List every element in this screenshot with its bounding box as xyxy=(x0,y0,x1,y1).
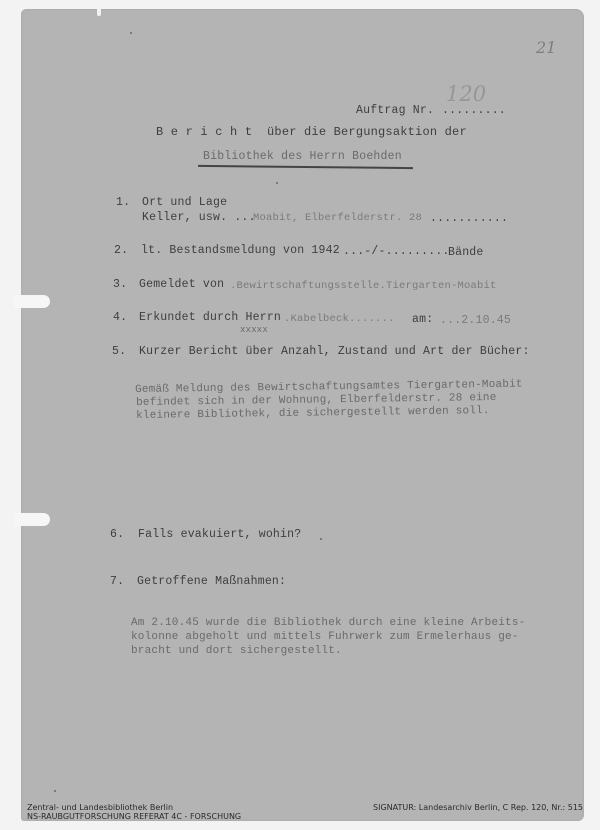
order-dots: ......... xyxy=(442,104,506,117)
item-suffix-2: Bände xyxy=(448,246,484,259)
report-title: B e r i c h t über die Bergungsaktion der xyxy=(156,125,467,139)
item-value-2: ...-/-......... xyxy=(343,245,450,258)
paper-speck xyxy=(276,182,278,184)
item-label-1: Ort und Lage xyxy=(142,196,228,209)
item-number-4: 4. xyxy=(113,311,128,324)
item-number-2: 2. xyxy=(114,244,129,257)
item-body-5-line1: Gemäß Meldung des Bewirtschaftungsamtes Tiergarten-Moabit xyxy=(135,378,523,396)
item-label-7: Getroffene Maßnahmen: xyxy=(137,575,287,588)
item-label-6: Falls evakuiert, wohin? xyxy=(138,528,302,541)
paper-speck xyxy=(130,32,132,34)
item-trail-1: ........... xyxy=(430,212,509,225)
order-label: Auftrag Nr. xyxy=(356,104,435,117)
item-body-7-line3: bracht und dort sichergestellt. xyxy=(131,645,342,657)
item-value-3: .Bewirtschaftungsstelle.Tiergarten-Moabit xyxy=(230,280,497,292)
item-body-7-line2: kolonne abgeholt und mittels Fuhrwerk zum Ermelerhaus ge- xyxy=(131,631,519,643)
item-number-7: 7. xyxy=(110,575,125,588)
punch-hole-top xyxy=(14,295,50,308)
footer-signature: SIGNATUR: Landesarchiv Berlin, C Rep. 120, Nr.: 515 xyxy=(373,803,584,812)
item-value-1: Moabit, Elberfelderstr. 28 xyxy=(253,212,423,224)
item-strike-4: xxxxx xyxy=(240,325,269,335)
item-number-3: 3. xyxy=(113,278,128,291)
page-number-handwritten: 21 xyxy=(536,38,557,57)
item-number-5: 5. xyxy=(112,345,127,358)
paper-speck xyxy=(54,790,56,792)
page-notch xyxy=(97,9,101,16)
item-body-5-line3: kleinere Bibliothek, die sichergestellt werden soll. xyxy=(136,405,490,422)
order-number-handwritten: 120 xyxy=(446,82,487,106)
punch-hole-bottom xyxy=(14,513,50,526)
item-label-2: lt. Bestandsmeldung von 1942 xyxy=(141,244,340,257)
item-label-3: Gemeldet von xyxy=(139,278,225,291)
item-value-4: .Kabelbeck....... xyxy=(284,313,395,325)
footer-department: NS-RAUBGUTFORSCHUNG REFERAT 4C - FORSCHUNG xyxy=(27,812,242,821)
footer-institution: Zentral- und Landesbibliothek Berlin xyxy=(27,803,174,812)
item-number-1: 1. xyxy=(116,196,131,209)
item-number-6: 6. xyxy=(110,528,125,541)
report-subject: Bibliothek des Herrn Boehden xyxy=(203,150,402,163)
item-label-4: Erkundet durch Herrn xyxy=(139,311,282,324)
item-date-label-4: am: xyxy=(412,313,434,326)
item-label-5: Kurzer Bericht über Anzahl, Zustand und Art der Bücher: xyxy=(139,345,530,358)
item-date-value-4: ...2.10.45 xyxy=(440,314,512,327)
paper-speck xyxy=(320,538,322,540)
item-body-7-line1: Am 2.10.45 wurde die Bibliothek durch eine kleine Arbeits- xyxy=(131,617,526,629)
item-body-5-line2: befindet sich in der Wohnung, Elberfelderstr. 28 eine xyxy=(136,391,497,409)
item-label-1b: Keller, usw. ... xyxy=(142,211,256,224)
